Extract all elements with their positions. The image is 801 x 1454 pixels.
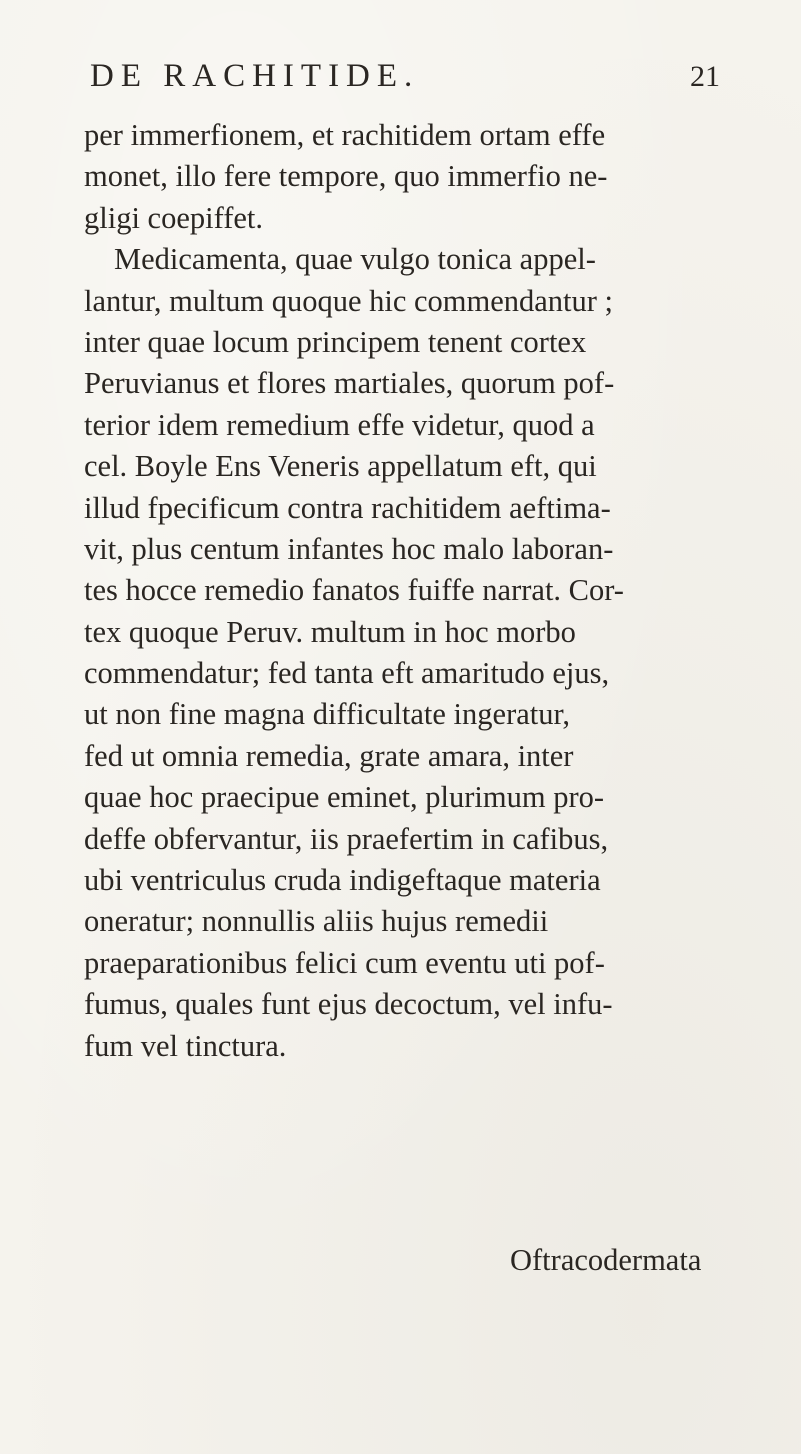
text-line: fumus, quales funt ejus decoctum, vel infu- (84, 987, 613, 1022)
text-line: tex quoque Peruv. multum in hoc morbo (84, 614, 576, 649)
text-line: monet, illo fere tempore, quo immerfio ne- (84, 159, 608, 194)
text-line: fum vel tinctura. (84, 1028, 287, 1063)
body-text (84, 115, 754, 1067)
text-line: gligi coepiffet. (84, 200, 263, 235)
text-line: fed ut omnia remedia, grate amara, inter (84, 738, 574, 773)
text-line: vit, plus centum infantes hoc malo laboran- (84, 531, 614, 566)
text-line: quae hoc praecipue eminet, plurimum pro- (84, 780, 605, 815)
text-line: cel. Boyle Ens Veneris appellatum eft, qui (84, 449, 597, 484)
running-head (90, 58, 730, 98)
text-line: deffe obfervantur, iis praefertim in cafibus, (84, 821, 609, 856)
text-line: ut non fine magna difficultate ingeratur, (84, 697, 571, 732)
page-number: 21 (690, 60, 720, 93)
text-line: per immerfionem, et rachitidem ortam effe (84, 118, 606, 152)
text-line: inter quae locum principem tenent cortex (84, 324, 587, 359)
text-line: commendatur; fed tanta eft amaritudo ejus, (84, 656, 610, 691)
text-line: praeparationibus felici cum eventu uti pof- (84, 945, 605, 980)
paragraph-start-line: Medicamenta, quae vulgo tonica appel- (114, 242, 596, 277)
catchword: Oftracodermata (510, 1243, 702, 1277)
text-line: lantur, multum quoque hic commendantur ; (84, 283, 614, 318)
text-line: oneratur; nonnullis aliis hujus remedii (84, 904, 549, 939)
text-line: tes hocce remedio fanatos fuiffe narrat. Cor- (84, 573, 624, 608)
text-line: Peruvianus et flores martiales, quorum pof- (84, 366, 615, 401)
text-line: terior idem remedium effe videtur, quod a (84, 407, 595, 442)
text-line: illud fpecificum contra rachitidem aeftima- (84, 490, 611, 525)
text-line: ubi ventriculus cruda indigeftaque materia (84, 863, 601, 898)
running-title: DE RACHITIDE. (90, 58, 420, 94)
